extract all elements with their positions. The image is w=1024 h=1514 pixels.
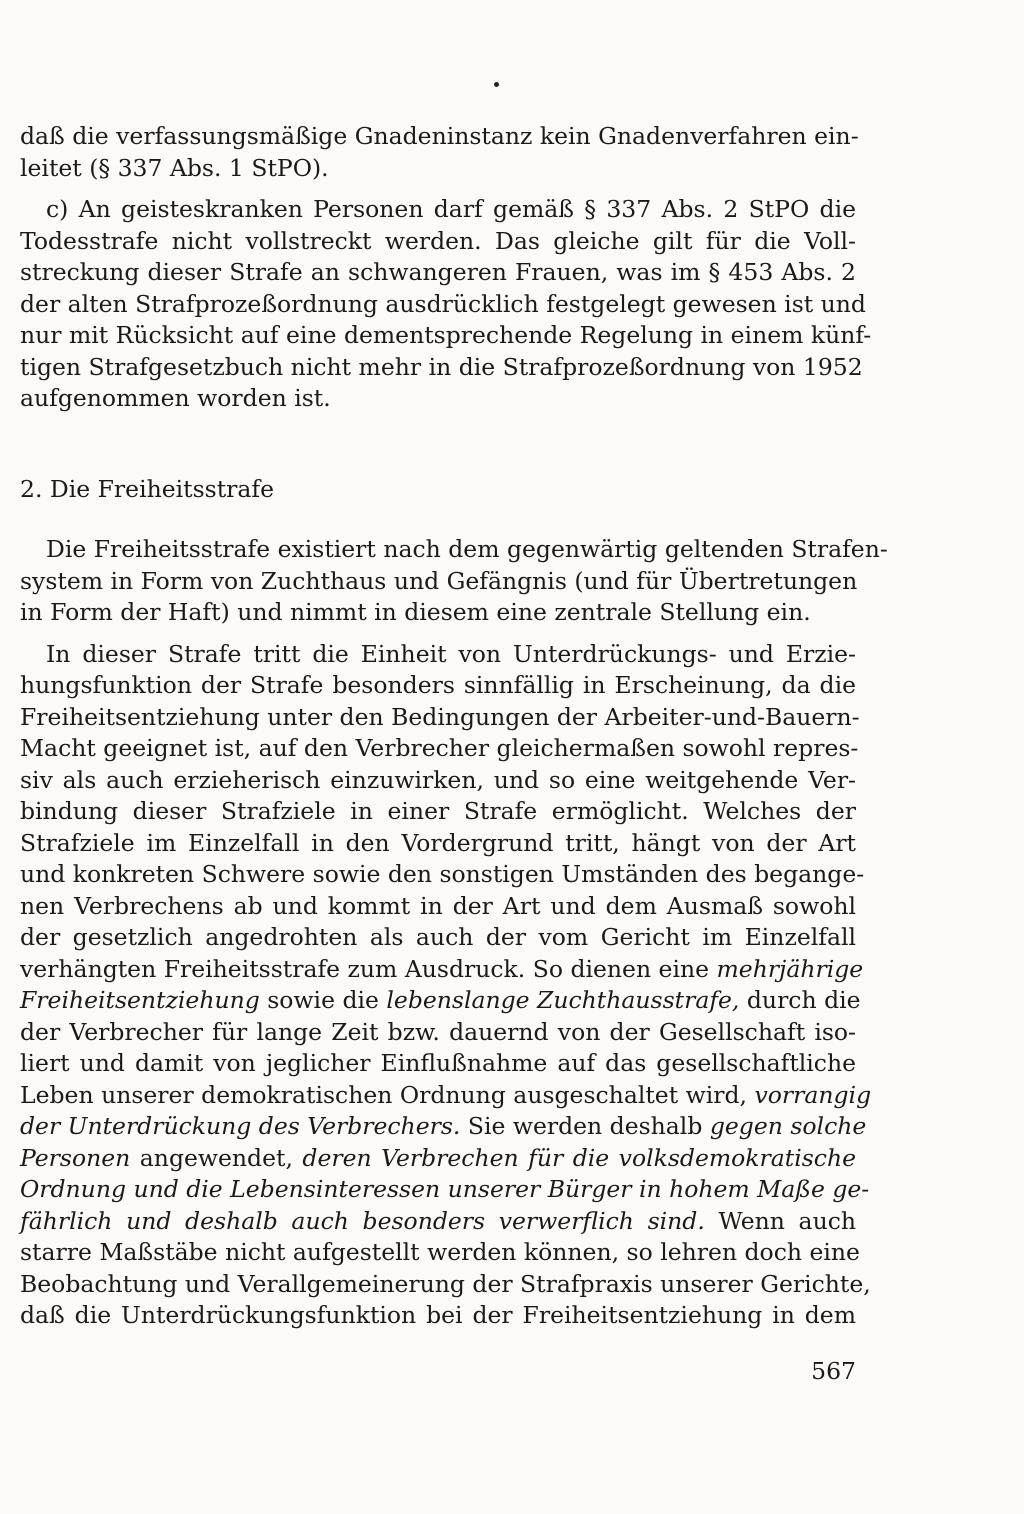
text-line-mixed <box>20 1174 870 1206</box>
text-line: In dieser Strafe tritt die Einheit von Unterdrückungs- und Erzie- <box>46 639 856 668</box>
text-run: Wenn auch <box>704 1206 857 1235</box>
text-run: verhängten Freiheitsstrafe zum Ausdruck. So dienen eine <box>20 954 717 983</box>
text-line: daß die verfassungsmäßige Gnadeninstanz kein Gnadenverfahren ein- <box>20 122 859 150</box>
text-run: Sie werden deshalb <box>460 1112 710 1140</box>
text-line: der alten Strafprozeßordnung ausdrücklich festgelegt gewesen ist und <box>20 289 866 318</box>
text-line: Freiheitsentziehung unter den Bedingungen der Arbeiter-und-Bauern- <box>20 702 860 731</box>
text-line-mixed <box>20 1111 867 1143</box>
italic-run: Ordnung und die Lebensinteressen unserer Bürger in hohem Maße ge- <box>20 1175 870 1203</box>
text-line: streckung dieser Strafe an schwangeren Frauen, was im § 453 Abs. 2 <box>20 258 856 286</box>
text-line: liert und damit von jeglicher Einflußnahme auf das gesellschaftliche <box>20 1049 856 1077</box>
text-run: Leben unserer demokratischen Ordnung ausgeschaltet wird, <box>20 1080 755 1109</box>
text-run: angewendet, <box>130 1143 303 1172</box>
text-block-top <box>20 121 872 415</box>
text-line: Die Freiheitsstrafe existiert nach dem gegenwärtig geltenden Strafen- <box>46 535 888 563</box>
italic-run: fährlich und deshalb auch besonders verwerflich sind. <box>20 1206 705 1235</box>
text-line-mixed <box>20 1143 856 1175</box>
text-line: nen Verbrechens ab und kommt in der Art und dem Ausmaß sowohl <box>20 891 856 920</box>
decorative-dot <box>494 82 499 87</box>
italic-run: mehrjährige <box>716 954 864 983</box>
text-line: nur mit Rücksicht auf eine dementsprechende Regelung in einem künf- <box>20 321 872 349</box>
paragraph-freiheitsstrafe-intro <box>20 534 888 629</box>
text-line: in Form der Haft) und nimmt in diesem eine zentrale Stellung ein. <box>20 598 811 626</box>
text-line: Todesstrafe nicht vollstreckt werden. Das gleiche gilt für die Voll- <box>20 226 856 255</box>
text-run: sowie die <box>259 986 387 1014</box>
text-line: aufgenommen worden ist. <box>20 384 331 412</box>
text-line-mixed <box>20 985 861 1017</box>
italic-run: deren Verbrechen für die volksdemokratische <box>302 1143 856 1172</box>
italic-run: gegen solche <box>709 1112 867 1140</box>
italic-run: lebenslange Zuchthausstrafe, <box>386 986 740 1014</box>
text-line: daß die Unterdrückungsfunktion bei der Freiheitsentziehung in dem <box>20 1301 856 1329</box>
text-line: c) An geisteskranken Personen darf gemäß § 337 Abs. 2 StPO die <box>46 195 856 223</box>
text-line: leitet (§ 337 Abs. 1 StPO). <box>20 153 329 182</box>
text-line: und konkreten Schwere sowie den sonstigen Umständen des begange- <box>20 860 865 888</box>
italic-run: der Unterdrückung des Verbrechers. <box>20 1112 461 1140</box>
text-line: siv als auch erzieherisch einzuwirken, und so eine weitgehende Ver- <box>20 765 856 794</box>
text-line: tigen Strafgesetzbuch nicht mehr in die Strafprozeßordnung von 1952 <box>20 352 863 381</box>
text-line: Strafziele im Einzelfall in den Vordergrund tritt, hängt von der Art <box>20 828 856 857</box>
text-line: hungsfunktion der Strafe besonders sinnfällig in Erscheinung, da die <box>20 671 856 699</box>
section-heading: 2. Die Freiheitsstrafe <box>20 475 275 503</box>
paragraph-geisteskranke <box>20 194 872 415</box>
text-block-main <box>20 534 888 1332</box>
text-line: system in Form von Zuchthaus und Gefängnis (und für Übertretungen <box>20 566 858 595</box>
italic-run: vorrangig <box>754 1080 872 1109</box>
text-line-mixed <box>20 954 864 986</box>
text-line: starre Maßstäbe nicht aufgestellt werden können, so lehren doch eine <box>20 1238 860 1266</box>
paragraph-einheit <box>20 639 872 1332</box>
text-line: Beobachtung und Verallgemeinerung der Strafpraxis unserer Gerichte, <box>20 1269 871 1298</box>
text-line: bindung dieser Strafziele in einer Strafe ermöglicht. Welches der <box>20 797 856 825</box>
italic-run: Personen <box>20 1143 131 1172</box>
text-line-mixed <box>20 1080 872 1112</box>
paragraph-gnadeninstanz <box>20 121 859 184</box>
italic-run: Freiheitsentziehung <box>20 986 260 1014</box>
text-run: durch die <box>739 986 861 1014</box>
page-number: 567 <box>811 1357 856 1385</box>
text-line-mixed <box>20 1206 856 1238</box>
text-line: Macht geeignet ist, auf den Verbrecher gleichermaßen sowohl repres- <box>20 734 859 762</box>
text-line: der gesetzlich angedrohten als auch der vom Gericht im Einzelfall <box>20 923 856 951</box>
text-line: der Verbrecher für lange Zeit bzw. dauernd von der Gesellschaft iso- <box>20 1017 856 1046</box>
